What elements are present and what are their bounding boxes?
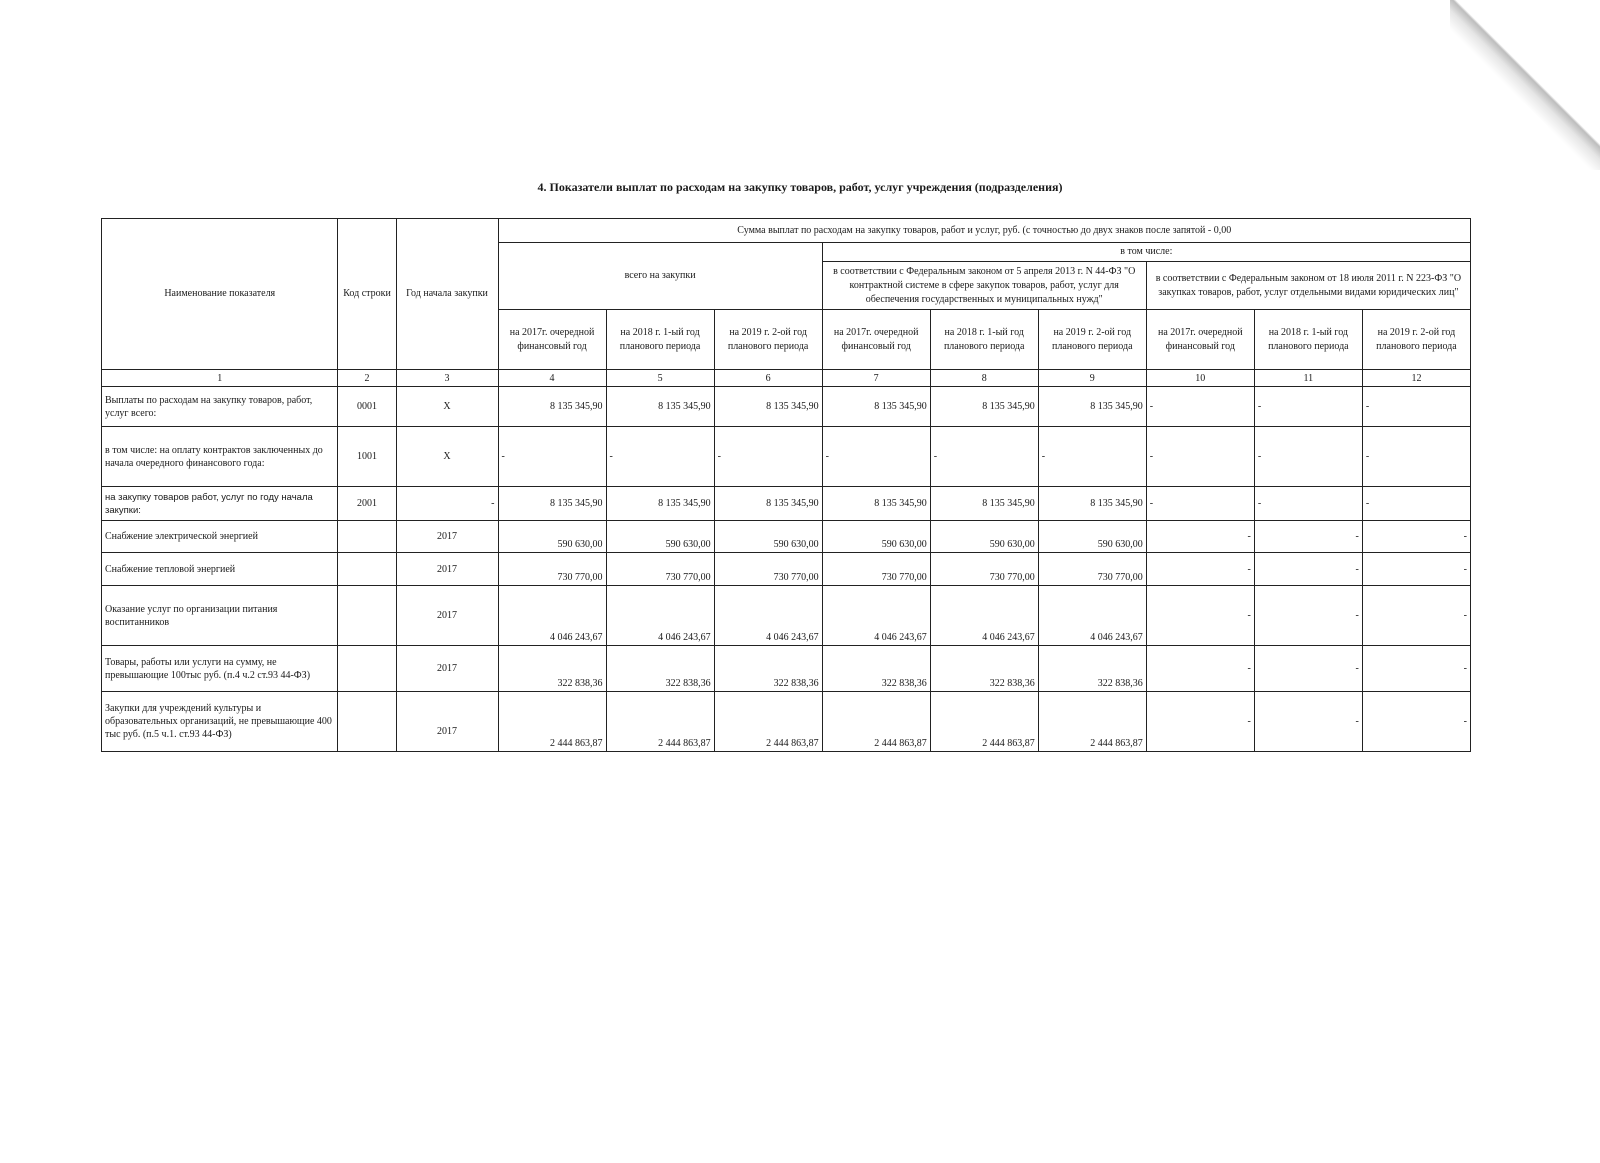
row-value: - [930, 427, 1038, 487]
column-number: 4 [498, 370, 606, 387]
row-value: 590 630,00 [930, 521, 1038, 553]
row-value: - [1254, 521, 1362, 553]
row-value: 2 444 863,87 [822, 692, 930, 752]
column-number: 3 [396, 370, 498, 387]
table-row [102, 521, 1471, 553]
row-code [338, 692, 396, 752]
row-value: - [1362, 692, 1470, 752]
row-value: - [1362, 553, 1470, 586]
row-year: X [396, 427, 498, 487]
row-value: 2 444 863,87 [930, 692, 1038, 752]
row-name: Снабжение электрической энергией [102, 521, 338, 553]
row-value: - [1146, 521, 1254, 553]
header-period: на 2019 г. 2-ой год планового периода [1362, 310, 1470, 370]
row-value: - [1146, 692, 1254, 752]
row-value: 8 135 345,90 [822, 387, 930, 427]
row-year: 2017 [396, 521, 498, 553]
row-name: в том числе: на оплату контрактов заключенных до начала очередного финансового года: [102, 427, 338, 487]
header-fz223-group: в соответствии с Федеральным законом от 18 июля 2011 г. N 223-ФЗ "О закупках товаров, работ, услуг отдельными видами юридических лиц" [1146, 262, 1470, 310]
row-value: 8 135 345,90 [1038, 387, 1146, 427]
table-row [102, 586, 1471, 646]
row-value: 8 135 345,90 [1038, 487, 1146, 521]
row-value: 322 838,36 [822, 646, 930, 692]
row-code [338, 586, 396, 646]
row-value: 2 444 863,87 [714, 692, 822, 752]
row-value: 8 135 345,90 [498, 487, 606, 521]
row-value: 590 630,00 [714, 521, 822, 553]
row-value: - [1254, 487, 1362, 521]
row-value: 590 630,00 [606, 521, 714, 553]
row-value: - [1254, 646, 1362, 692]
header-period: на 2017г. очередной финансовый год [498, 310, 606, 370]
row-code [338, 646, 396, 692]
row-value: - [606, 427, 714, 487]
row-value: 590 630,00 [498, 521, 606, 553]
row-value: 8 135 345,90 [930, 487, 1038, 521]
row-value: 2 444 863,87 [1038, 692, 1146, 752]
row-value: 2 444 863,87 [606, 692, 714, 752]
row-value: 8 135 345,90 [930, 387, 1038, 427]
row-value: - [1038, 427, 1146, 487]
row-value: 8 135 345,90 [606, 387, 714, 427]
row-code [338, 553, 396, 586]
row-value: 4 046 243,67 [714, 586, 822, 646]
header-name: Наименование показателя [102, 219, 338, 370]
row-value: 730 770,00 [1038, 553, 1146, 586]
column-number: 2 [338, 370, 396, 387]
payouts-table [101, 218, 1471, 752]
column-number: 10 [1146, 370, 1254, 387]
table-row [102, 427, 1471, 487]
header-total-group: всего на закупки [498, 243, 822, 310]
row-value: 4 046 243,67 [606, 586, 714, 646]
row-value: 4 046 243,67 [1038, 586, 1146, 646]
row-value: 590 630,00 [1038, 521, 1146, 553]
row-name: Товары, работы или услуги на сумму, не превышающие 100тыс руб. (п.4 ч.2 ст.93 44-ФЗ) [102, 646, 338, 692]
row-value: - [1146, 387, 1254, 427]
header-period: на 2018 г. 1-ый год планового периода [1254, 310, 1362, 370]
column-number: 8 [930, 370, 1038, 387]
table-row [102, 553, 1471, 586]
row-value: 730 770,00 [930, 553, 1038, 586]
row-value: 8 135 345,90 [498, 387, 606, 427]
column-number: 12 [1362, 370, 1470, 387]
column-number: 6 [714, 370, 822, 387]
page-corner-fold [1450, 0, 1600, 170]
row-value: - [1254, 692, 1362, 752]
row-value: 322 838,36 [930, 646, 1038, 692]
row-value: - [1146, 487, 1254, 521]
row-name: Выплаты по расходам на закупку товаров, работ, услуг всего: [102, 387, 338, 427]
table-row [102, 646, 1471, 692]
header-fz44-group: в соответствии с Федеральным законом от 5 апреля 2013 г. N 44-ФЗ "О контрактной системе в сфере закупок товаров, работ, услуг для обеспечения государственных и муниципальных нужд" [822, 262, 1146, 310]
row-year: X [396, 387, 498, 427]
row-value: 8 135 345,90 [714, 487, 822, 521]
row-value: - [1362, 586, 1470, 646]
row-value: 730 770,00 [714, 553, 822, 586]
row-year: 2017 [396, 586, 498, 646]
header-code: Код строки [338, 219, 396, 370]
row-value: 322 838,36 [1038, 646, 1146, 692]
document-title: 4. Показатели выплат по расходам на закупку товаров, работ, услуг учреждения (подразделения) [537, 180, 1063, 194]
header-period: на 2018 г. 1-ый год планового периода [930, 310, 1038, 370]
row-value: - [498, 427, 606, 487]
row-value: - [1254, 387, 1362, 427]
row-value: - [714, 427, 822, 487]
row-code [338, 521, 396, 553]
header-sum: Сумма выплат по расходам на закупку товаров, работ и услуг, руб. (с точностью до двух знаков после запятой - 0,00 [498, 219, 1471, 243]
row-value: 4 046 243,67 [498, 586, 606, 646]
row-value: 8 135 345,90 [822, 487, 930, 521]
row-code: 1001 [338, 427, 396, 487]
header-including: в том числе: [822, 243, 1470, 262]
row-code: 0001 [338, 387, 396, 427]
header-period: на 2017г. очередной финансовый год [822, 310, 930, 370]
row-year: 2017 [396, 646, 498, 692]
row-value: 730 770,00 [822, 553, 930, 586]
row-value: - [1362, 427, 1470, 487]
column-number: 5 [606, 370, 714, 387]
row-value: 322 838,36 [498, 646, 606, 692]
row-value: - [1254, 427, 1362, 487]
row-value: 730 770,00 [498, 553, 606, 586]
row-value: 4 046 243,67 [930, 586, 1038, 646]
row-value: 322 838,36 [714, 646, 822, 692]
row-value: - [1254, 553, 1362, 586]
column-number: 9 [1038, 370, 1146, 387]
row-value: 8 135 345,90 [606, 487, 714, 521]
header-period: на 2018 г. 1-ый год планового периода [606, 310, 714, 370]
table-row [102, 387, 1471, 427]
row-value: - [1146, 586, 1254, 646]
row-value: - [1146, 427, 1254, 487]
row-value: - [1146, 553, 1254, 586]
table-row [102, 487, 1471, 521]
row-name: Закупки для учреждений культуры и образовательных организаций, не превышающие 400 тыс руб. (п.5 ч.1. ст.93 44-ФЗ) [102, 692, 338, 752]
row-value: 322 838,36 [606, 646, 714, 692]
row-value: 590 630,00 [822, 521, 930, 553]
row-value: 2 444 863,87 [498, 692, 606, 752]
row-name: на закупку товаров работ, услуг по году начала закупки: [102, 487, 338, 521]
column-number: 11 [1254, 370, 1362, 387]
row-value: 4 046 243,67 [822, 586, 930, 646]
header-year: Год начала закупки [396, 219, 498, 370]
column-number: 1 [102, 370, 338, 387]
row-value: - [1362, 487, 1470, 521]
table-row [102, 692, 1471, 752]
row-value: - [822, 427, 930, 487]
row-value: - [1146, 646, 1254, 692]
row-name: Снабжение тепловой энергией [102, 553, 338, 586]
header-period: на 2017г. очередной финансовый год [1146, 310, 1254, 370]
row-value: - [1362, 521, 1470, 553]
row-value: 8 135 345,90 [714, 387, 822, 427]
row-year: - [396, 487, 498, 521]
row-code: 2001 [338, 487, 396, 521]
row-value: - [1254, 586, 1362, 646]
row-value: 730 770,00 [606, 553, 714, 586]
header-period: на 2019 г. 2-ой год планового периода [714, 310, 822, 370]
row-year: 2017 [396, 553, 498, 586]
row-name: Оказание услуг по организации питания воспитанников [102, 586, 338, 646]
row-value: - [1362, 646, 1470, 692]
row-year: 2017 [396, 692, 498, 752]
header-period: на 2019 г. 2-ой год планового периода [1038, 310, 1146, 370]
column-number: 7 [822, 370, 930, 387]
row-value: - [1362, 387, 1470, 427]
